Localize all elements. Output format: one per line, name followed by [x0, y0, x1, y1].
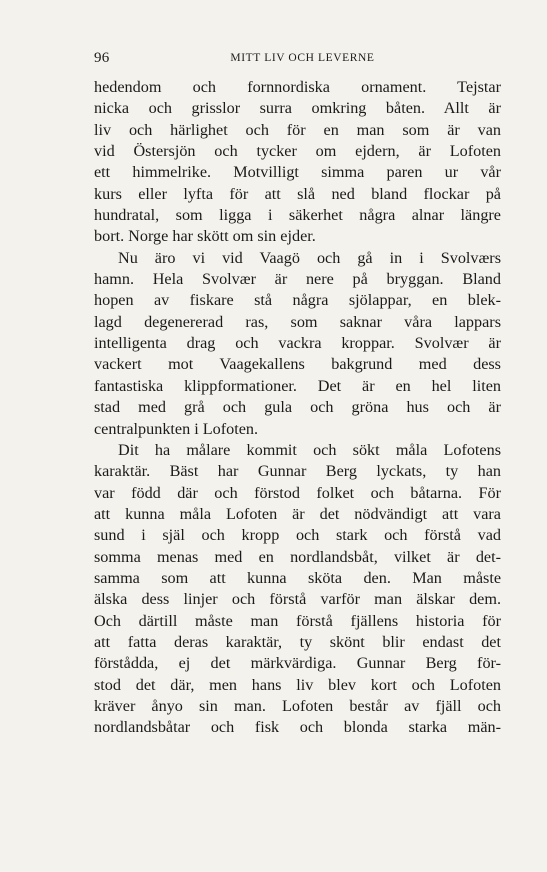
text-line: liv och härlighet och för en man som är van: [94, 120, 501, 139]
text-line: att kunna måla Lofoten är det nödvändigt att vara: [94, 504, 501, 523]
text-line: sund i själ och kropp och stark och förstå vad: [94, 526, 501, 545]
text-line: bort. Norge har skött om sin ejder.: [94, 227, 316, 246]
text-line: var född där och förstod folket och båtarna. För: [94, 483, 501, 502]
text-line: Nu äro vi vid Vaagö och gå in i Svolværs: [118, 248, 501, 267]
text-line: vid Östersjön och tycker om ejdern, är Lofoten: [94, 142, 501, 161]
text-line: stod det där, men hans liv blev kort och Lofoten: [94, 675, 501, 694]
text-line: hundratal, som ligga i säkerhet några alnar längre: [94, 206, 501, 225]
text-line: kräver ånyo sin man. Lofoten består av fjäll och: [94, 696, 501, 715]
text-line: att fatta deras karaktär, ty skönt blir endast det: [94, 632, 501, 651]
running-title: MITT LIV OCH LEVERNE: [230, 52, 375, 64]
body-text: [94, 77, 501, 739]
text-line: stad med grå och gula och gröna hus och är: [94, 398, 501, 417]
text-line: intelligenta drag och vackra kroppar. Svolvær är: [94, 334, 501, 353]
text-line: älska dess linjer och förstå varför man älskar dem.: [94, 590, 501, 609]
text-line: nicka och grisslor surra omkring båten. Allt är: [94, 99, 501, 118]
text-line: hopen av fiskare stå några sjölappar, en blek-: [94, 291, 501, 310]
text-line: fantastiska klippformationer. Det är en hel liten: [94, 376, 501, 395]
text-line: lagd degenererad ras, som saknar våra lappars: [94, 312, 501, 331]
text-line: nordlandsbåtar och fisk och blonda starka män-: [94, 718, 501, 737]
text-line: kurs eller lyfta för att slå ned bland flockar på: [94, 184, 501, 203]
text-line: ett himmelrike. Motvilligt simma paren ur vår: [94, 163, 501, 182]
text-line: hedendom och fornnordiska ornament. Tejstar: [94, 78, 501, 96]
paragraph-2: [94, 248, 501, 440]
text-line: vackert mot Vaagekallens bakgrund med dess: [94, 355, 501, 374]
text-line: karaktär. Bäst har Gunnar Berg lyckats, ty han: [94, 462, 501, 481]
running-head: [94, 50, 501, 70]
text-line: somma menas med en nordlandsbåt, vilket är det-: [94, 547, 501, 566]
text-line: förstådda, ej det märkvärdiga. Gunnar Berg för-: [94, 654, 501, 673]
paragraph-1: [94, 77, 501, 248]
paragraph-3: [94, 440, 501, 739]
text-line: Och därtill måste man förstå fjällens historia för: [94, 611, 501, 630]
text-line: samma som att kunna sköta den. Man måste: [94, 568, 501, 587]
page-number: 96: [94, 50, 110, 66]
text-line: centralpunkten i Lofoten.: [94, 419, 259, 438]
text-line: hamn. Hela Svolvær är nere på bryggan. Bland: [94, 270, 501, 289]
text-line: Dit ha målare kommit och sökt måla Lofotens: [118, 440, 501, 459]
